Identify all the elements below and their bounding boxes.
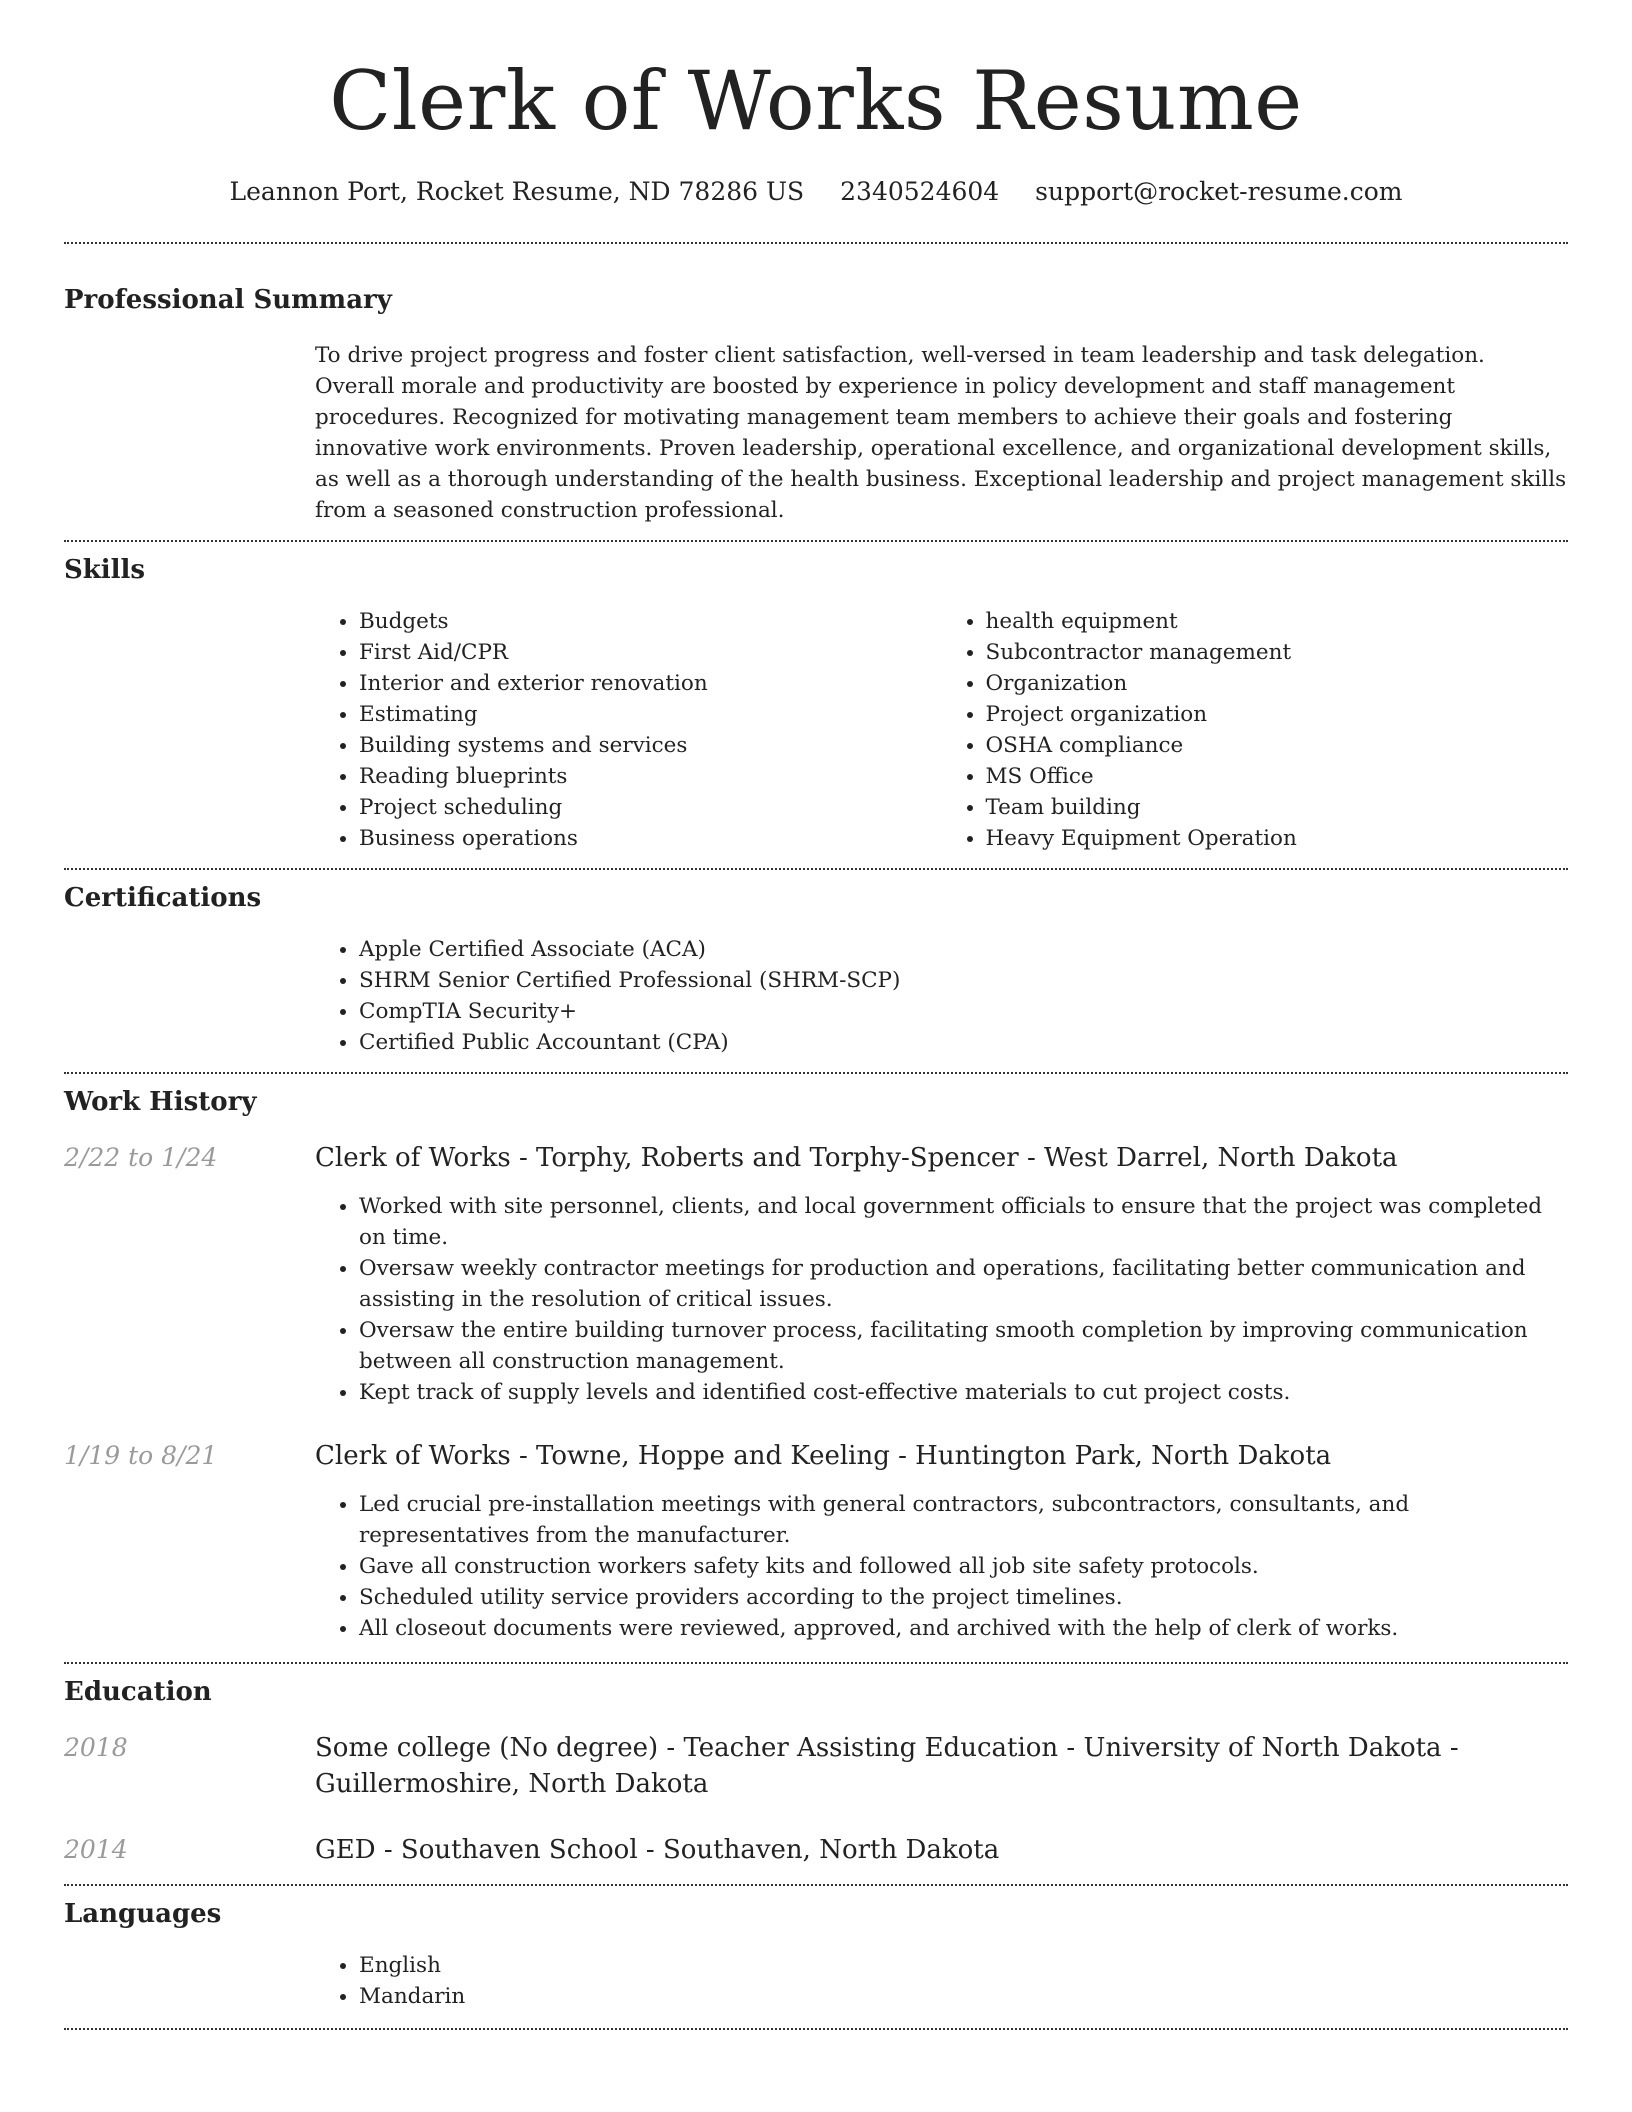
- list-item: • Certified Public Accountant (CPA): [359, 1027, 1568, 1058]
- list-item: • Project organization: [986, 699, 1569, 730]
- section-title-languages: Languages: [64, 1899, 222, 1929]
- list-item: • Oversaw weekly contractor meetings for production and operations, facilitating better communication and assisting in the resolution of critical issues.: [359, 1253, 1568, 1315]
- divider: [64, 1662, 1568, 1664]
- list-item: • health equipment: [986, 606, 1569, 637]
- education-text: Some college (No degree) - Teacher Assisting Education - University of North Dakota - Guillermoshire, North Dakota: [315, 1733, 1459, 1799]
- divider: [64, 242, 1568, 244]
- resume-page: [64, 0, 1568, 2030]
- list-item: • Subcontractor management: [986, 637, 1569, 668]
- divider: [64, 868, 1568, 870]
- job-bullets: [315, 1191, 1568, 1408]
- job-title: Clerk of Works - Torphy, Roberts and Torphy-Spencer - West Darrel, North Dakota: [315, 1143, 1398, 1173]
- contact-line: [64, 174, 1568, 210]
- job-dates: 2/22 to 1/24: [64, 1143, 218, 1172]
- list-item: • Gave all construction workers safety kits and followed all job site safety protocols.: [359, 1551, 1568, 1582]
- list-item: • Estimating: [359, 699, 942, 730]
- job-title: Clerk of Works - Towne, Hoppe and Keeling - Huntington Park, North Dakota: [315, 1441, 1332, 1471]
- list-item: • Worked with site personnel, clients, and local government officials to ensure that the project was completed on time.: [359, 1191, 1568, 1253]
- list-item: • First Aid/CPR: [359, 637, 942, 668]
- list-item: • Interior and exterior renovation: [359, 668, 942, 699]
- section-title-education: Education: [64, 1677, 212, 1707]
- list-item: • Scheduled utility service providers according to the project timelines.: [359, 1582, 1568, 1613]
- page-title: Clerk of Works Resume: [329, 55, 1303, 149]
- list-item: • English: [359, 1950, 1568, 1981]
- divider: [64, 540, 1568, 542]
- list-item: • MS Office: [986, 761, 1569, 792]
- list-item: • Project scheduling: [359, 792, 942, 823]
- list-item: • Kept track of supply levels and identified cost-effective materials to cut project costs.: [359, 1377, 1568, 1408]
- skills-list-left: [315, 606, 942, 854]
- job-entry: [64, 1438, 1568, 1644]
- job-dates: 1/19 to 8/21: [64, 1441, 218, 1470]
- list-item: • All closeout documents were reviewed, approved, and archived with the help of clerk of works.: [359, 1613, 1568, 1644]
- education-entry: [64, 1730, 1568, 1802]
- certifications-section: [64, 880, 1568, 1058]
- list-item: • Led crucial pre-installation meetings with general contractors, subcontractors, consultants, and representatives from the manufacturer.: [359, 1489, 1568, 1551]
- languages-section: [64, 1896, 1568, 2012]
- job-bullets: [315, 1489, 1568, 1644]
- list-item: • Heavy Equipment Operation: [986, 823, 1569, 854]
- skills-list-right: [942, 606, 1569, 854]
- list-item: • Reading blueprints: [359, 761, 942, 792]
- list-item: • Mandarin: [359, 1981, 1568, 2012]
- contact-address: Leannon Port, Rocket Resume, ND 78286 US: [229, 177, 805, 206]
- list-item: • SHRM Senior Certified Professional (SHRM-SCP): [359, 965, 1568, 996]
- divider: [64, 1884, 1568, 1886]
- summary-section: [64, 282, 1568, 526]
- contact-email: support@rocket-resume.com: [1035, 177, 1403, 206]
- work-section: [64, 1084, 1568, 1644]
- section-title-skills: Skills: [64, 555, 146, 585]
- list-item: • Building systems and services: [359, 730, 942, 761]
- section-title-work: Work History: [64, 1087, 257, 1117]
- list-item: • Organization: [986, 668, 1569, 699]
- education-year: 2018: [64, 1733, 128, 1762]
- list-item: • CompTIA Security+: [359, 996, 1568, 1027]
- job-entry: [64, 1140, 1568, 1408]
- languages-list: [315, 1950, 1568, 2012]
- education-text: GED - Southaven School - Southaven, North Dakota: [315, 1835, 1000, 1865]
- skills-section: [64, 552, 1568, 854]
- list-item: • OSHA compliance: [986, 730, 1569, 761]
- divider: [64, 1072, 1568, 1074]
- education-section: [64, 1674, 1568, 1868]
- list-item: • Budgets: [359, 606, 942, 637]
- section-title-certifications: Certifications: [64, 883, 262, 913]
- list-item: • Oversaw the entire building turnover process, facilitating smooth completion by improving communication between all construction management.: [359, 1315, 1568, 1377]
- certifications-list: [315, 934, 1568, 1058]
- divider: [64, 2028, 1568, 2030]
- list-item: • Apple Certified Associate (ACA): [359, 934, 1568, 965]
- list-item: • Business operations: [359, 823, 942, 854]
- section-title-summary: Professional Summary: [64, 285, 392, 315]
- summary-text: To drive project progress and foster client satisfaction, well-versed in team leadership and task delegation. Overall morale and productivity are boosted by experience in policy development and staff management procedures. Recognized for motivating management team members to achieve their goals and fostering innovative work environments. Proven leadership, operational excellence, and organizational development skills, as well as a thorough understanding of the health business. Exceptional leadership and project management skills from a seasoned construction professional.: [315, 343, 1567, 523]
- contact-phone: 2340524604: [840, 177, 1000, 206]
- education-entry: [64, 1832, 1568, 1868]
- education-year: 2014: [64, 1835, 128, 1864]
- list-item: • Team building: [986, 792, 1569, 823]
